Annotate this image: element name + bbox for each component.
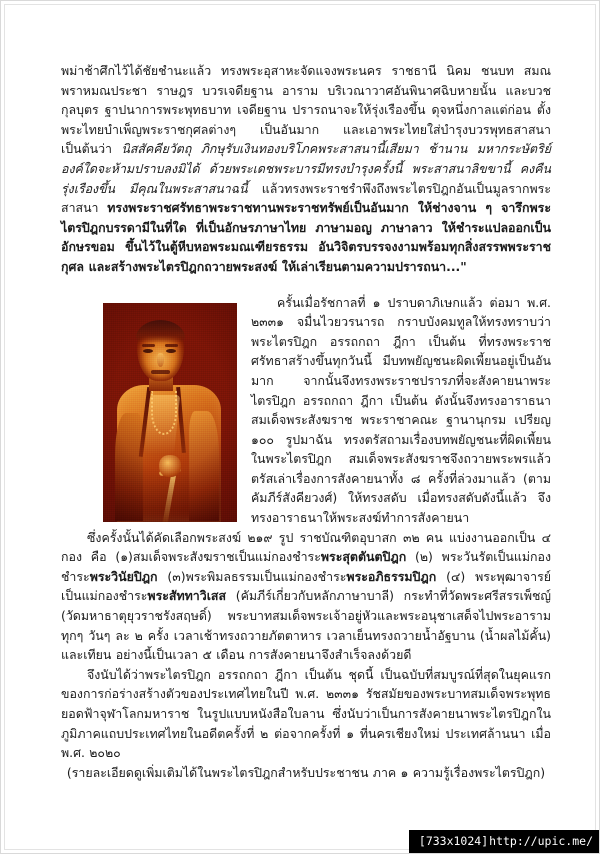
pitaka-name-suttanta: พระสุตตันตปิฎก	[320, 549, 407, 565]
portrait-and-side-column	[61, 293, 551, 528]
right-column	[251, 293, 551, 528]
watermark-url: http://upic.me/	[489, 834, 593, 848]
opening-line-3: เจดียฐาน ปรารถนาจะให้รุ่งเรืองขึ้น ดุจหนึ่งกาลแต่ก่อน ตั้งพระไทยบำเพ็ญพระราชกุศลต่างๆ เป็นอันมาก	[61, 102, 552, 137]
council-segment: (๒) พระวันรัตเป็นแม่กองชำระ	[61, 549, 551, 584]
right-column-text: ครั้นเมื่อรัชกาลที่ ๑ ปราบดาภิเษกแล้ว ต่อมา พ.ศ. ๒๓๓๑ จมื่นไวยวรนารถ กราบบังคมทูลให้ทรงทราบว่า พระไตรปิฎก อรรถกถา ฎีกา เป็นต้น ที่ทรงพระราชศรัทธาสร้างขึ้นทุกวันนี้ มีบทพยัญชนะผิดเพี้ยนอยู่เป็นอันมาก จากนั้นจึงทรงพระราชปรารภที่จะสังคายนาพระไตรปิฎก อรรถกถา ฎีกา เป็นต้น ดังนั้นจึงทรงอาราธนาสมเด็จพระสังฆราช พระราชาคณะ ฐานานุกรม เปรียญ ๑๐๐ รูปมาฉัน ทรงตรัสถามเรื่องบทพยัญชนะที่ผิดเพี้ยนในพระไตรปิฎก สมเด็จพระสังฆราชจึงถวายพระพรแล้วตรัสเล่าเรื่องการสังคายนาทั้ง ๘ ครั้งที่ล่วงมาแล้ว (ตามคัมภีร์สังคียวงศ์) ให้ทรงสดับ เมื่อทรงสดับดังนี้แล้ว จึงทรงอาราธนาให้พระสงฆ์ทำการสังคายนา	[251, 294, 551, 526]
council-composition-paragraph	[61, 528, 551, 665]
opening-line-1: พม่าช้าศึกไว้ได้ชัยชำนะแล้ว ทรงพระอุสาหะจัดแจงพระนคร ราชธานี นิคม ชนบท สมณพราหมณประชา	[61, 63, 551, 98]
conclusion-paragraph	[61, 665, 551, 763]
footnote-text: (รายละเอียดดูเพิ่มเติมได้ในพระไตรปิฎกสำหรับประชาชน ภาค ๑ ความรู้เรื่องพระไตรปิฎก)	[66, 764, 546, 780]
pitaka-name-saddavisesa: พระสัททาวิเสส	[147, 588, 227, 604]
council-segment: (๑)สมเด็จพระสังฆราชเป็นแม่กองชำระ	[115, 549, 321, 565]
opening-italic-run: นิสสัคคียวัตถุ ภิกษุรับเงินทองบริโภคพระสาสนานี้เสียมา ช้านาน มหากระษัตริย์องค์ใดจะห้ามปราบลงมิได้ ด้วยพระเดชพระบารมีทรงบำรุงครั้งนี้ พระสาสนาลิขขานี้ คงคืนรุ่งเรืองขึ้น มีคุณในพระสาสนาฉนี้	[61, 141, 551, 196]
paper-sheet	[4, 4, 596, 850]
opening-bold-run: ทรงพระราชศรัทธาพระราชทานพระราชทรัพย์เป็นอันมาก ให้ช่างจาน ๆ จารึกพระไตรปิฎกบรรดามีในที่ใด ที่เป็นอักษรภาษาไทย ภาษามอญ ภาษาลาว ให้ชำระแปลออกเป็นอักษรขอม ขึ้นไว้ในตู้หีบหอพระมณเฑียรธรรม อันวิจิตรบรรจงงามพร้อมทุกสิ่งสรรพพระราชกุศล และสร้างพระไตรปิฎกถวายพระสงฆ์ ให้เล่าเรียนตามความปรารถนา..."	[61, 200, 551, 274]
upic-watermark	[409, 830, 599, 853]
footnote-reference	[61, 763, 551, 783]
opening-line-2: ราษฎร บวรเจดียฐาน อาราม บริเวณาวาศอันพินาศฉิบหายนั้น และบวชกุลบุตร ฐาปนาการพระพุทธบาท	[61, 82, 552, 118]
right-column-passage	[251, 293, 551, 528]
opening-after-italic: แล้วทรงพระราชรำพึงถึงพระไตรปิฎกอันเป็นมูลรากพระสาสนา	[61, 180, 551, 216]
council-segment: (๓)พระพิมลธรรมเป็นแม่กองชำระ	[157, 568, 347, 584]
pitaka-name-abhidhamma: พระอภิธรรมปิฎก	[346, 568, 437, 584]
king-rama-i-portrait	[103, 303, 237, 522]
opening-quoted-passage	[61, 61, 551, 277]
watermark-dimensions: [733x1024]	[418, 834, 489, 848]
pitaka-name-vinaya: พระวินัยปิฎก	[89, 568, 158, 584]
council-lead-text: ซึ่งครั้งนั้นได้คัดเลือกพระสงฆ์ ๒๑๙ รูป ราชบัณฑิตอุบาสก ๓๒ คน แบ่งงานออกเป็น ๔ กอง คือ	[61, 529, 551, 565]
document-content	[61, 61, 551, 782]
opening-line-4: และเอาพระไทยใส่บำรุงบวรพุทธสาสนา เป็นต้นว่า	[61, 121, 551, 157]
conclusion-text: จึงนับได้ว่าพระไตรปิฎก อรรถกถา ฎีกา เป็นต้น ชุดนี้ เป็นฉบับที่สมบูรณ์ที่สุดในยุคแรกของการก่อร่างสร้างตัวของประเทศไทยในปี พ.ศ. ๒๓๓๑ รัชสมัยของพระบาทสมเด็จพระพุทธยอดฟ้าจุฬาโลกมหาราช ในรูปแบบหนังสือใบลาน ซึ่งนับว่าเป็นการสังคายนาพระไตรปิฎกในภูมิภาคแถบประเทศไทยในอดีตครั้งที่ ๒ ต่อจากครั้งที่ ๑ ที่นครเชียงใหม่ ประเทศล้านนา เมื่อ พ.ศ. ๒๐๒๐	[61, 666, 551, 761]
council-segment-tail: (คัมภีร์เกี่ยวกับหลักภาษาบาลี) กระทำที่วัดพระศรีสรรเพ็ชญ์ (วัดมหาธาตุยุวราชรังสฤษดิ์) พระบาทสมเด็จพระเจ้าอยู่หัวและพระอนุชาเสด็จไปพระอารามทุกๆ วันๆ ละ ๒ ครั้ง เวลาเช้าทรงถวายภัตตาหาร เวลาเย็นทรงถวายน้ำอัฐบาน (น้ำผลไม้คั้น) และเทียน อย่างนี้เป็นเวลา ๕ เดือน การสังคายนาจึงสำเร็จลงด้วยดี	[61, 588, 551, 663]
council-segment: (๔) พระพุฒาจารย์เป็นแม่กองชำระ	[61, 568, 551, 604]
portrait-film-grain	[103, 303, 237, 522]
